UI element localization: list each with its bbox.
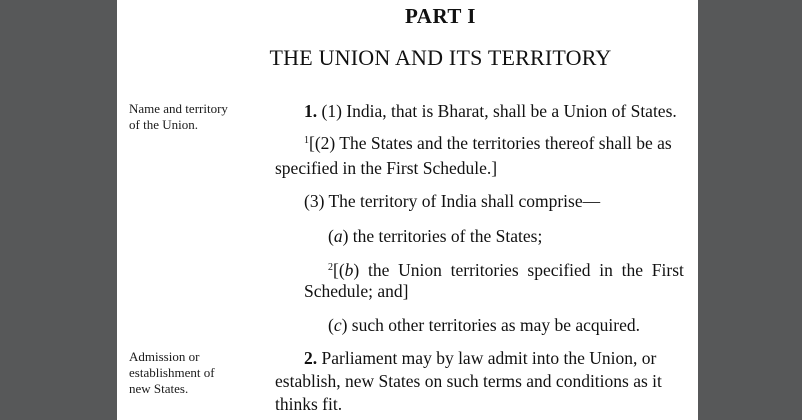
clause-2-text: [(2) The States and the territories thereof shall be as [309,133,672,153]
part-subtitle: THE UNION AND ITS TERRITORY [269,45,612,70]
footnote-marker-1: 1 [304,135,309,146]
article-2-line-1 [304,347,656,369]
margin-note-line: Admission or [129,349,200,364]
margin-note-line: of the Union. [129,117,198,132]
article-1-clause-2-line-2: specified in the First Schedule.] [275,158,498,178]
item-c-paren: ( [328,315,334,335]
margin-note-line: Name and territory [129,101,228,116]
article-2-line-2: establish, new States on such terms and conditions as it [275,371,662,391]
item-b-letter: b [344,260,354,280]
item-b-text: ) the Union territories specified in the First [353,260,684,280]
article-1-clause-2-line-1 [304,132,672,158]
margin-note-line: new States. [129,381,189,396]
item-a-paren: ( [328,226,334,246]
article-2-line-3: thinks fit. [275,394,343,414]
article-1-item-a [328,225,542,247]
margin-note-article-1 [129,101,259,133]
article-1-item-c [328,314,640,336]
article-1-clause-3: (3) The territory of India shall comprise— [304,191,601,211]
margin-note-article-2 [129,349,259,397]
item-b-paren: [( [333,260,345,280]
article-1-clause-1-text: (1) India, that is Bharat, shall be a Union of States. [317,101,677,121]
item-c-text: ) such other territories as may be acquired. [341,315,640,335]
item-a-text: ) the territories of the States; [342,226,543,246]
footnote-marker-2: 2 [328,262,333,273]
part-title: PART I [405,4,476,28]
article-2-number: 2. [304,348,318,368]
article-2-text: Parliament may by law admit into the Union, or [317,348,657,368]
article-1-number: 1. [304,101,318,121]
item-a-letter: a [333,226,343,246]
item-c-letter: c [333,315,342,335]
article-1-item-b-line-2: Schedule; and] [304,281,409,301]
margin-note-line: establishment of [129,365,215,380]
document-page [117,0,698,420]
article-1-clause-1 [304,100,677,122]
